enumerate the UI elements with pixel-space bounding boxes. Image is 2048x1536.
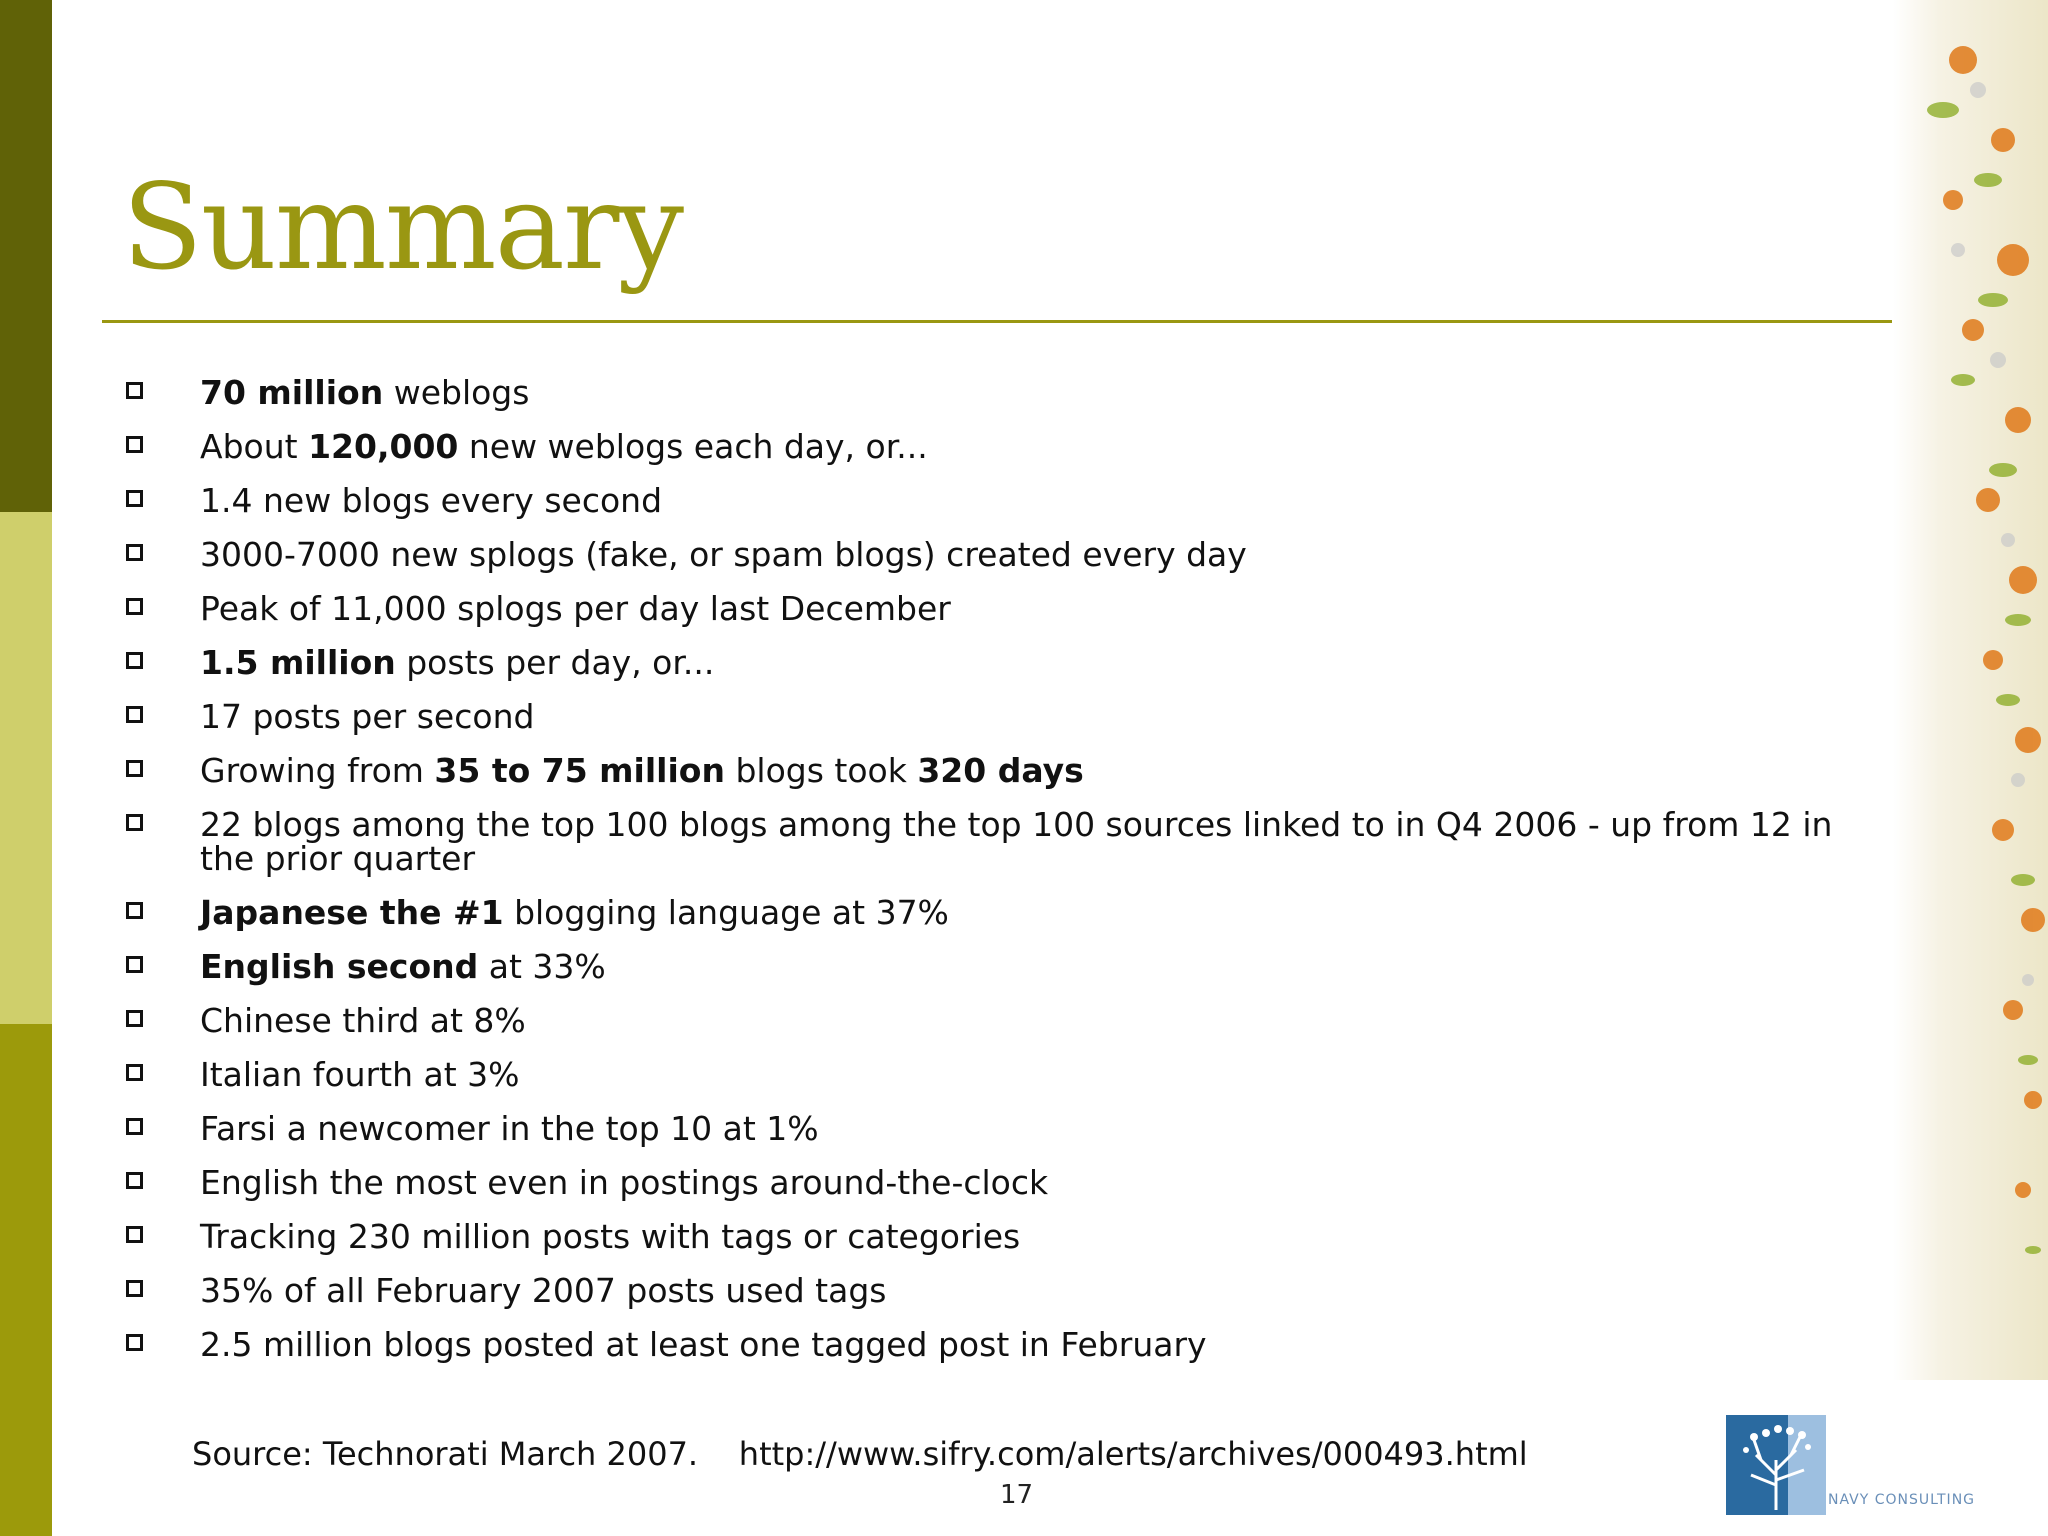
bullet-text: Chinese third at 8% xyxy=(200,1001,526,1040)
list-item xyxy=(124,373,1884,412)
bullet-bold: 320 days xyxy=(917,751,1084,790)
source-citation xyxy=(192,1435,1528,1473)
bullet-text: 22 blogs among the top 100 blogs among the top 100 sources linked to in Q4 2006 - up from 12 in the prior quarter xyxy=(200,805,1833,878)
square-bullet-icon xyxy=(126,1172,143,1189)
square-bullet-icon xyxy=(126,902,143,919)
list-item xyxy=(124,427,1884,466)
bullet-text: Peak of 11,000 splogs per day last December xyxy=(200,589,951,628)
bullet-text: Farsi a newcomer in the top 10 at 1% xyxy=(200,1109,819,1148)
square-bullet-icon xyxy=(126,598,143,615)
list-item xyxy=(124,1109,1884,1148)
side-band-bottom xyxy=(0,1024,52,1536)
square-bullet-icon xyxy=(126,706,143,723)
list-item xyxy=(124,481,1884,520)
bullet-text: 3000-7000 new splogs (fake, or spam blogs) created every day xyxy=(200,535,1247,574)
tree-logo-icon xyxy=(1726,1415,1826,1515)
square-bullet-icon xyxy=(126,652,143,669)
list-item xyxy=(124,1163,1884,1202)
bullet-text: Tracking 230 million posts with tags or categories xyxy=(200,1217,1021,1256)
square-bullet-icon xyxy=(126,956,143,973)
source-link[interactable]: http://www.sifry.com/alerts/archives/000493.html xyxy=(738,1435,1528,1473)
floral-decoration-icon xyxy=(1893,0,2048,1380)
list-item xyxy=(124,535,1884,574)
square-bullet-icon xyxy=(126,1064,143,1081)
bullet-text: posts per day, or... xyxy=(395,643,715,682)
list-item xyxy=(124,1325,1884,1364)
page-number: 17 xyxy=(1000,1480,1034,1510)
list-item xyxy=(124,947,1884,986)
square-bullet-icon xyxy=(126,436,143,453)
bullet-text: Growing from xyxy=(200,751,435,790)
list-item xyxy=(124,893,1884,932)
bullet-text: Italian fourth at 3% xyxy=(200,1055,520,1094)
source-label: Source: Technorati March 2007. xyxy=(192,1435,699,1473)
bullet-bold: 35 to 75 million xyxy=(434,751,725,790)
list-item xyxy=(124,697,1884,736)
bullet-bold: 120,000 xyxy=(308,427,459,466)
square-bullet-icon xyxy=(126,544,143,561)
bullet-text: blogging language at 37% xyxy=(503,893,949,932)
list-item xyxy=(124,589,1884,628)
bullet-text: weblogs xyxy=(383,373,530,412)
bullet-text: 2.5 million blogs posted at least one tagged post in February xyxy=(200,1325,1207,1364)
square-bullet-icon xyxy=(126,382,143,399)
square-bullet-icon xyxy=(126,490,143,507)
square-bullet-icon xyxy=(126,760,143,777)
bullet-text: blogs took xyxy=(724,751,918,790)
list-item xyxy=(124,1001,1884,1040)
side-band-top xyxy=(0,0,52,512)
list-item xyxy=(124,805,1884,878)
bullet-bold: 1.5 million xyxy=(200,643,396,682)
bullet-text: 35% of all February 2007 posts used tags xyxy=(200,1271,887,1310)
list-item xyxy=(124,643,1884,682)
side-band-middle xyxy=(0,512,52,1024)
logo-text: NAVY CONSULTING xyxy=(1828,1492,1976,1508)
bullet-text: at 33% xyxy=(478,947,606,986)
floral-decoration xyxy=(1893,0,2048,1380)
title-divider xyxy=(102,320,1892,323)
bullet-bold: English second xyxy=(200,947,479,986)
bullet-list xyxy=(124,373,1884,1382)
slide-title: Summary xyxy=(122,158,683,296)
bullet-bold: Japanese the #1 xyxy=(200,893,504,932)
square-bullet-icon xyxy=(126,1280,143,1297)
square-bullet-icon xyxy=(126,1010,143,1027)
bullet-text: About xyxy=(200,427,309,466)
square-bullet-icon xyxy=(126,1334,143,1351)
list-item xyxy=(124,1055,1884,1094)
bullet-text: 1.4 new blogs every second xyxy=(200,481,663,520)
bullet-text: 17 posts per second xyxy=(200,697,535,736)
bullet-text: English the most even in postings around-the-clock xyxy=(200,1163,1049,1202)
list-item xyxy=(124,1271,1884,1310)
list-item xyxy=(124,751,1884,790)
bullet-bold: 70 million xyxy=(200,373,384,412)
bullet-text: new weblogs each day, or... xyxy=(458,427,928,466)
list-item xyxy=(124,1217,1884,1256)
square-bullet-icon xyxy=(126,1226,143,1243)
square-bullet-icon xyxy=(126,814,143,831)
square-bullet-icon xyxy=(126,1118,143,1135)
